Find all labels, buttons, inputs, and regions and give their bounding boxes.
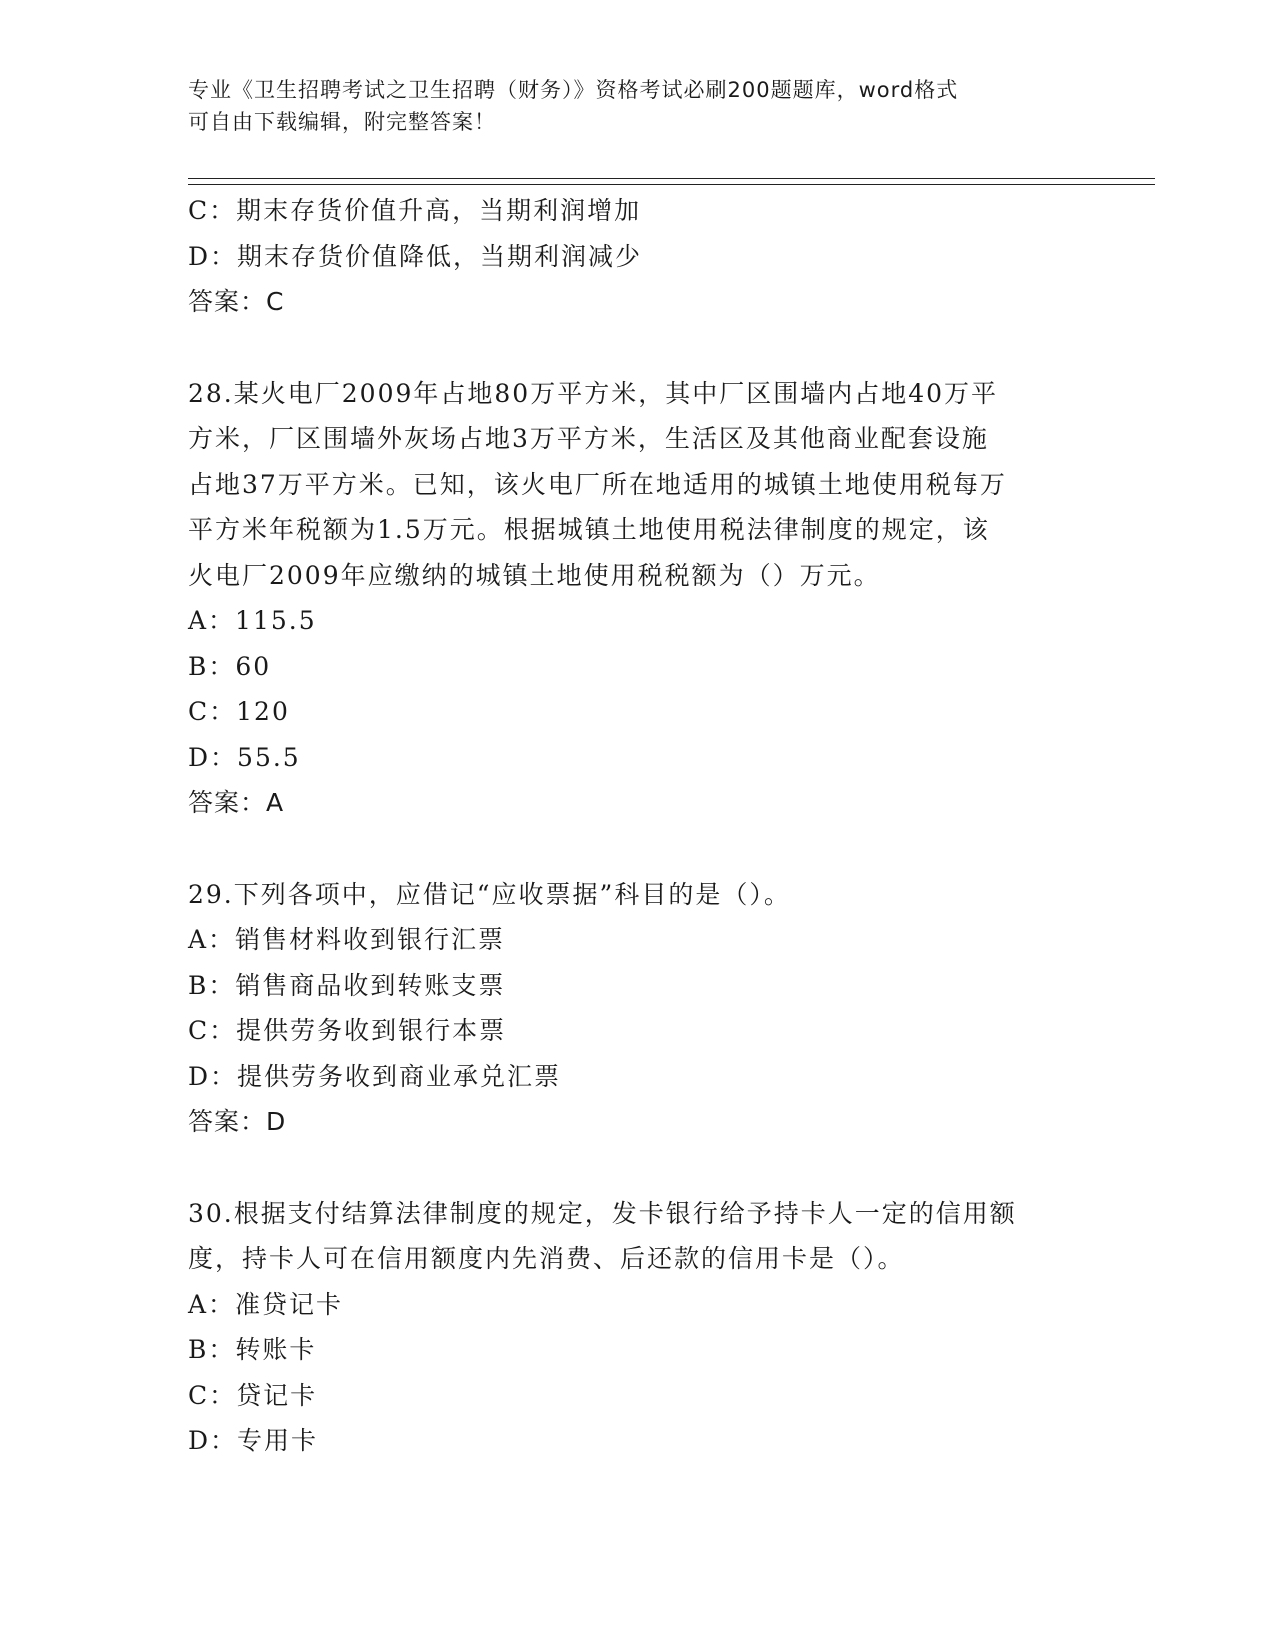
header-title-line-2: 可自由下载编辑，附完整答案！ xyxy=(188,110,496,134)
question-stem-line: 度，持卡人可在信用额度内先消费、后还款的信用卡是（）。 xyxy=(188,1244,905,1273)
question-list xyxy=(188,188,1088,1464)
option-b: B：销售商品收到转账支票 xyxy=(188,970,506,1000)
question-30 xyxy=(188,1191,1088,1464)
option-c: C：贷记卡 xyxy=(188,1380,318,1410)
question-stem-line: 方米，厂区围墙外灰场占地3万平方米，生活区及其他商业配套设施 xyxy=(188,424,989,453)
option-d: D：期末存货价值降低，当期利润减少 xyxy=(188,241,643,271)
question-stem-line: 30.根据支付结算法律制度的规定，发卡银行给予持卡人一定的信用额 xyxy=(188,1198,1017,1228)
question-stem-line: 29.下列各项中，应借记“应收票据”科目的是（）。 xyxy=(188,879,791,909)
spacer xyxy=(188,1145,1088,1191)
question-stem-line: 火电厂2009年应缴纳的城镇土地使用税税额为（）万元。 xyxy=(188,560,881,590)
question-stem-line: 平方米年税额为1.5万元。根据城镇土地使用税法律制度的规定，该 xyxy=(188,515,990,544)
header-divider-top xyxy=(188,178,1155,179)
answer-label: 答案：C xyxy=(188,287,285,316)
option-d: D：55.5 xyxy=(188,742,301,772)
answer-label: 答案：A xyxy=(188,788,285,817)
spacer xyxy=(188,826,1088,872)
option-d: D：提供劳务收到商业承兑汇票 xyxy=(188,1061,562,1091)
header-title-line-1: 专业《卫生招聘考试之卫生招聘（财务）》资格考试必刷200题题库，word格式 xyxy=(188,78,959,102)
option-d: D：专用卡 xyxy=(188,1426,319,1455)
header-divider-bottom xyxy=(188,184,1155,185)
question-stem-line: 占地37万平方米。已知，该火电厂所在地适用的城镇土地使用税每万 xyxy=(188,469,1007,499)
option-c: C：期末存货价值升高，当期利润增加 xyxy=(188,196,642,225)
option-a: A：115.5 xyxy=(188,606,317,635)
document-header xyxy=(188,74,1068,138)
option-b: B：60 xyxy=(188,651,272,681)
option-a: A：准贷记卡 xyxy=(188,1289,344,1319)
answer-label: 答案：D xyxy=(188,1107,287,1136)
question-27-tail xyxy=(188,188,1088,325)
option-b: B：转账卡 xyxy=(188,1335,317,1364)
option-a: A：销售材料收到银行汇票 xyxy=(188,925,506,954)
option-c: C：120 xyxy=(188,697,290,726)
option-c: C：提供劳务收到银行本票 xyxy=(188,1016,507,1045)
question-29 xyxy=(188,872,1088,1145)
question-stem-line: 28.某火电厂2009年占地80万平方米，其中厂区围墙内占地40万平 xyxy=(188,378,999,408)
spacer xyxy=(188,325,1088,371)
question-28 xyxy=(188,371,1088,826)
